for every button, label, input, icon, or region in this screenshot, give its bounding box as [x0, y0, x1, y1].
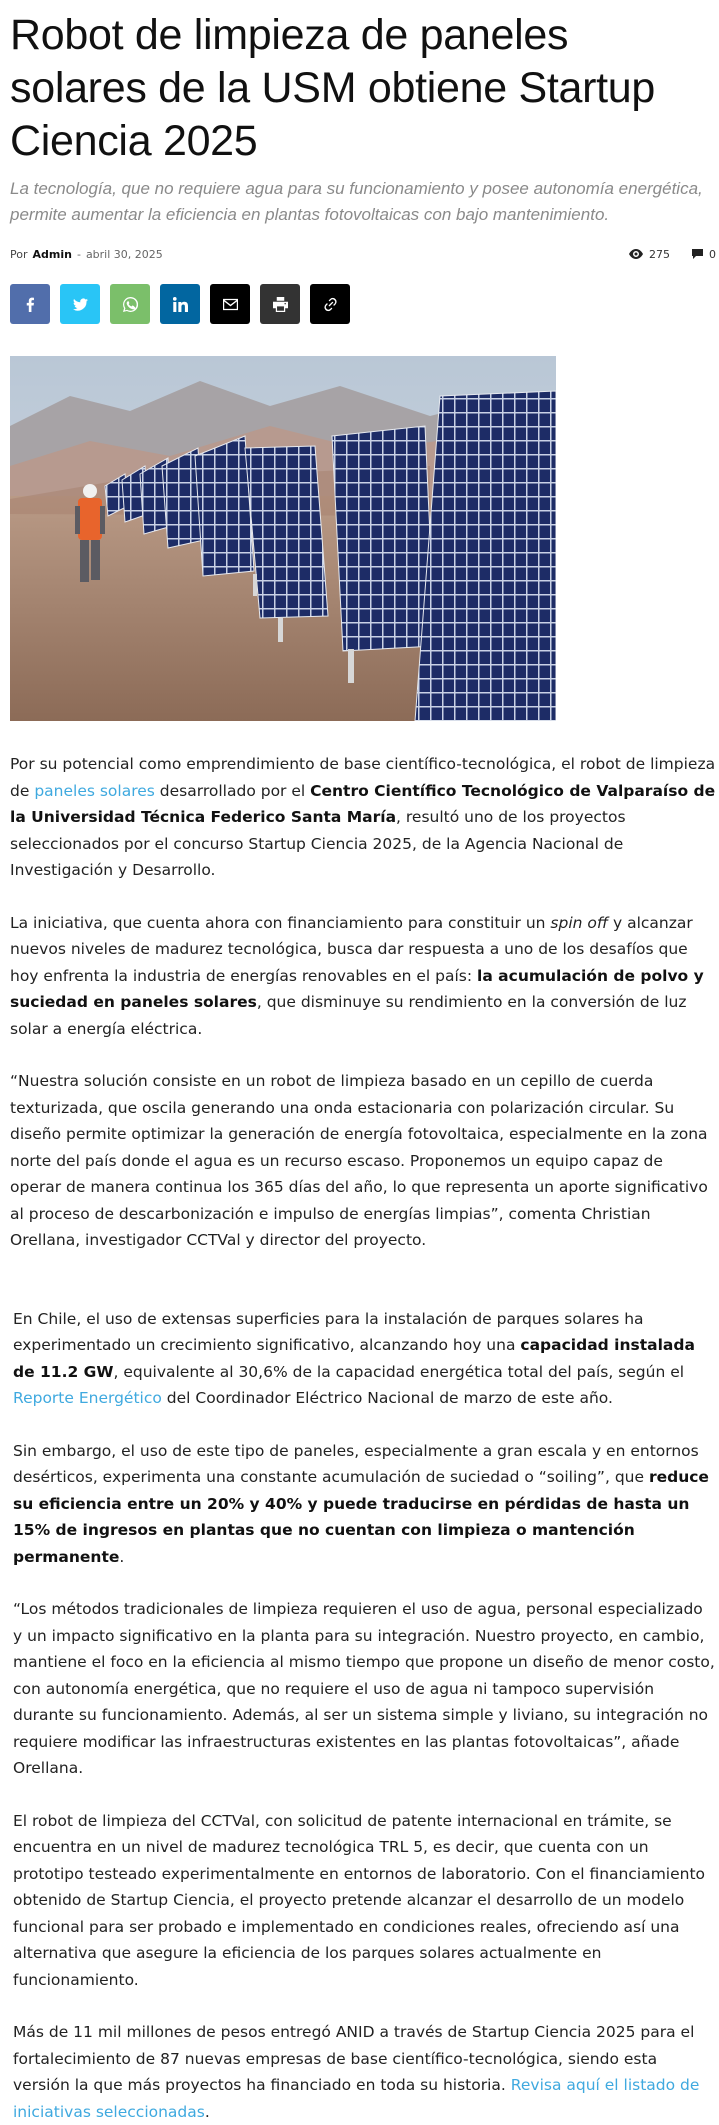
comment-icon — [692, 249, 703, 259]
article-body — [10, 751, 716, 2125]
spacer — [10, 1280, 716, 1306]
p2-bold-1: la acumulación de polvo y suciedad en paneles solares — [10, 966, 704, 1011]
whatsapp-share-button[interactable] — [110, 284, 150, 324]
selected-initiatives-link[interactable]: Revisa aquí el listado de iniciativas seleccionadas — [13, 2076, 700, 2121]
p1-text-3: , resultó uno de los proyectos seleccionados por el concurso Startup Ciencia 2025, de la Agencia Nacional de Investigación y Desarrollo. — [10, 808, 626, 879]
share-buttons — [10, 284, 710, 324]
p8-text-1: Más de 11 mil millones de pesos entregó ANID a través de Startup Ciencia 2025 para el fortalecimiento de 87 nuevas empresas de base científico-tecnológica, siendo esta versión la que más proyectos ha financiado en toda su historia. — [13, 2023, 695, 2094]
paragraph-6: “Los métodos tradicionales de limpieza requieren el uso de agua, personal especializado y un impacto significativo en la planta para su integración. Nuestro proyecto, en cambio, mantiene el foco en la eficiencia al mismo tiempo que propone un diseño de menor costo, con autonomía energética, que no requiere el uso de agua ni tampoco supervisión durante su funcionamiento. Además, al ser un sistema simple y liviano, su integración no requiere modificar las infraestructuras existentes en las plantas fotovoltaicas”, añade Orellana. — [13, 1600, 715, 1777]
paragraph-3: “Nuestra solución consiste en un robot de limpieza basado en un cepillo de cuerda texturizada, que oscila generando una onda estacionaria con polarización circular. Su diseño permite optimizar la generación de energía fotovoltaica, especialmente en la zona norte del país donde el agua es un recurso escaso. Proponemos un equipo capaz de operar de manera continua los 365 días del año, lo que representa un aporte significativo al proceso de descarbonización e impulso de energías limpias”, comenta Christian Orellana, investigador CCTVal y director del proyecto. — [10, 1072, 708, 1249]
facebook-share-button[interactable] — [10, 284, 50, 324]
linkedin-share-button[interactable] — [160, 284, 200, 324]
article-stats — [629, 248, 716, 261]
eye-icon — [629, 249, 643, 259]
p2-italic-1: spin off — [550, 913, 609, 932]
solar-panels-link[interactable]: paneles solares — [34, 781, 155, 800]
twitter-icon — [73, 297, 88, 312]
paragraph-1 — [10, 751, 716, 884]
link-icon — [323, 297, 338, 312]
by-label: Por — [10, 247, 28, 261]
views-value: 275 — [649, 247, 670, 261]
email-share-button[interactable] — [210, 284, 250, 324]
p8-text-2: . — [204, 2102, 210, 2121]
article-title: Robot de limpieza de paneles solares de la USM obtiene Startup Ciencia 2025 — [10, 11, 656, 165]
paragraph-2 — [10, 910, 716, 1043]
p2-text-1: La iniciativa, que cuenta ahora con financiamiento para constituir un — [10, 913, 551, 932]
p1-text-1: Por su potencial como emprendimiento de base científico-tecnológica, el robot de limpieza de — [10, 755, 716, 800]
comments-count[interactable] — [692, 248, 716, 261]
article-meta — [10, 246, 716, 262]
p4-bold-1: capacidad instalada de 11.2 GW — [13, 1336, 695, 1381]
whatsapp-icon — [123, 297, 138, 312]
envelope-icon — [223, 297, 238, 312]
article — [0, 9, 716, 2125]
views-count — [629, 248, 670, 261]
twitter-share-button[interactable] — [60, 284, 100, 324]
solar-farm-photo — [10, 356, 556, 721]
p2-text-2: y alcanzar nuevos niveles de madurez tecnológica, busca dar respuesta a uno de los desafíos que hoy enfrenta la industria de energías renovables en el país: — [10, 913, 693, 985]
author-link[interactable]: Admin — [32, 247, 72, 261]
paragraph-4 — [10, 1306, 716, 1412]
p5-bold-1: reduce su eficiencia entre un 20% y 40% y puede traducirse en pérdidas de hasta un 15% de ingresos en plantas que no cuentan con limpieza o mantención permanente — [13, 1468, 709, 1566]
byline — [10, 248, 163, 261]
copy-link-button[interactable] — [310, 284, 350, 324]
paragraph-7: El robot de limpieza del CCTVal, con solicitud de patente internacional en trámite, se encuentra en un nivel de madurez tecnológica TRL 5, es decir, que cuenta con un prototipo testeado experimentalmente en entornos de laboratorio. Con el financiamiento obtenido de Startup Ciencia, el proyecto pretende alcanzar el desarrollo de un modelo funcional para ser probado e implementado en condiciones reales, ofreciendo así una alternativa que asegure la eficiencia de los parques solares actualmente en funcionamiento. — [13, 1811, 706, 1989]
p1-bold-1: Centro Científico Tecnológico de Valparaíso de la Universidad Técnica Federico Santa María — [10, 781, 716, 826]
p5-text-2: . — [119, 1547, 125, 1566]
p2-text-3: , que disminuye su rendimiento en la conversión de luz solar a energía eléctrica. — [10, 993, 687, 1038]
printer-icon — [273, 297, 288, 312]
meta-separator: - — [76, 247, 81, 261]
p4-text-3: del Coordinador Eléctrico Nacional de marzo de este año. — [161, 1389, 613, 1407]
paragraph-8 — [10, 2019, 716, 2125]
p4-text-2: , equivalente al 30,6% de la capacidad energética total del país, según el — [113, 1362, 685, 1381]
print-button[interactable] — [260, 284, 300, 324]
article-subtitle: La tecnología, que no requiere agua para su funcionamiento y posee autonomía energética, permite aumentar la eficiencia en plantas fotovoltaicas con bajo mantenimiento. — [10, 179, 703, 224]
linkedin-icon — [173, 297, 188, 312]
hero-image — [10, 356, 556, 721]
energy-report-link[interactable]: Reporte Energético — [13, 1389, 162, 1407]
paragraph-5 — [10, 1438, 716, 1571]
comments-value: 0 — [709, 247, 716, 261]
facebook-icon — [23, 297, 38, 312]
p1-text-2: desarrollado por el — [154, 781, 311, 800]
p4-text-1: En Chile, el uso de extensas superficies para la instalación de parques solares ha experimentado un crecimiento significativo, alcanzando hoy una — [13, 1309, 644, 1354]
p5-text-1: Sin embargo, el uso de este tipo de paneles, especialmente a gran escala y en entornos desérticos, experimenta una constante acumulación de suciedad o “soiling”, que — [13, 1441, 699, 1486]
publish-date: abril 30, 2025 — [85, 247, 163, 261]
